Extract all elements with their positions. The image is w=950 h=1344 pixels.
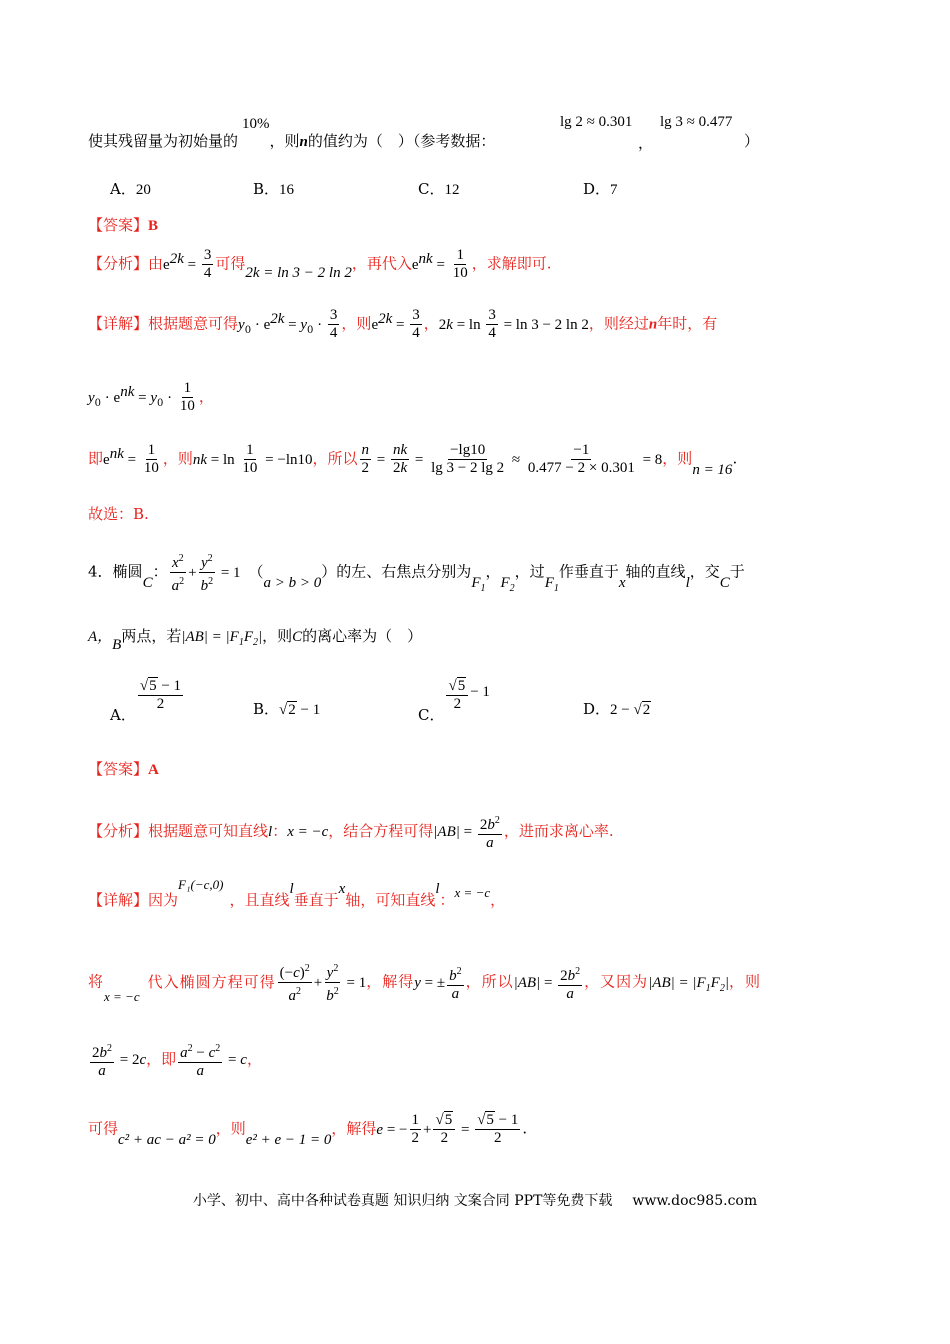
math-formula: $|AB| = |F_1F_2|$ (648, 974, 729, 994)
math-formula: e² + e − 1 = 0 (245, 1131, 332, 1148)
q3-stem-end: ） (744, 132, 760, 150)
analysis-text: 根据题意可知直线 (148, 822, 269, 840)
q3-detail-3 (88, 442, 737, 477)
q3-stem-text: ，则 (269, 132, 300, 150)
math-formula: |AB| = $\frac{2b^2}{a}$ (514, 973, 585, 991)
q3-detail-1 (88, 307, 717, 342)
math-formula: $e^{2k}$ = $\frac{3}{4}$ (163, 247, 212, 281)
footer-link[interactable]: www.doc985.com (632, 1193, 758, 1209)
detail-text: ，则 (662, 449, 693, 468)
math-var: $F_2$ (500, 574, 515, 594)
stem-text: ： (152, 562, 168, 581)
detail-text: ， (246, 1050, 262, 1068)
stem-text: （ (248, 562, 264, 581)
stem-text: ，则 (262, 627, 293, 645)
q4-detail-2 (88, 960, 761, 1005)
q3-ref2: lg 3 ≈ 0.477 (660, 114, 733, 130)
math-formula: x = −c (454, 885, 491, 900)
detail-text: ，所以 (312, 449, 358, 468)
math-formula: $\frac{a^2 - c^2}{a}$ = c (176, 1050, 247, 1068)
detail-text: ，则 (341, 314, 372, 333)
detail-text: ，解得 (366, 972, 415, 991)
math-formula: 2k = ln 3 − 2 ln 2 (245, 264, 352, 281)
detail-text: . (732, 449, 738, 468)
math-formula: $|AB| = |F_1F_2|$ (181, 629, 263, 648)
math-formula: y = ± $\frac{b^2}{a}$ (414, 973, 465, 991)
math-formula: $\frac{n}{2}$ = $\frac{nk}{2k}$ = $\frac{-\lg 10}{\lg 3 - 2 \lg 2}$ ≈ $\frac{-1}{0.477 - 2 \times 0.301}$ = 8 (361, 442, 663, 476)
detail-text: 年时，有 (657, 314, 718, 333)
math-formula: $\frac{(-c)^2}{a^2}$ + $\frac{y^2}{b^2}$ = 1 (276, 973, 367, 991)
q3-percent: 10% (242, 116, 270, 132)
detail-text: 即 (88, 449, 104, 468)
detail-text: . (522, 1119, 528, 1138)
analysis-text: ，再代入 (351, 254, 412, 273)
n-var: n (648, 316, 658, 333)
math-formula: n = 16 (692, 461, 733, 478)
math-var: C (292, 629, 303, 645)
detail-text: ， (423, 314, 439, 333)
stem-text: 椭圆 (112, 562, 143, 581)
stem-text: 两点，若 (121, 627, 182, 645)
option-letter: C． (418, 180, 445, 198)
q3-ref-comma: ， (638, 134, 654, 152)
option-letter: A． (110, 705, 136, 724)
detail-text: 垂直于 (293, 891, 339, 909)
stem-text: ，交 (689, 562, 720, 581)
q3-analysis (88, 247, 551, 282)
option-math: √2 − 1 (279, 702, 321, 718)
analysis-text: ，求解即可. (471, 254, 552, 273)
q3-ref1: lg 2 ≈ 0.301 (560, 114, 633, 130)
math-var: C (719, 574, 730, 591)
page-footer (0, 1190, 950, 1210)
option-text: 7 (610, 182, 618, 198)
detail-text: 将 (88, 972, 105, 991)
detail-text: ，所以 (465, 972, 514, 991)
detail-text: ，则 (162, 449, 193, 468)
option-math: $\frac{√5 - 1}{2}$ (139, 678, 182, 712)
q4-option-b[interactable] (253, 698, 320, 719)
q3-final: 故选：B. (88, 505, 149, 523)
analysis-text: ： (272, 822, 288, 840)
q3-stem (88, 116, 496, 151)
math-formula: $e^{2k}$ = $\frac{3}{4}$ (371, 307, 420, 341)
q3-n-var: n (299, 134, 308, 150)
option-letter: D． (583, 700, 611, 718)
detail-label: 【详解】 (88, 314, 149, 333)
answer-value: B (148, 218, 159, 234)
analysis-label: 【分析】 (88, 822, 149, 840)
answer-label: 【答案】 (88, 760, 149, 778)
math-var: $F_1$ (544, 574, 559, 594)
math-var: x (618, 574, 626, 591)
analysis-text: 由 (148, 254, 164, 273)
stem-text: ，过 (514, 562, 545, 581)
detail-text: ，则 (728, 972, 761, 991)
detail-text: 代入椭圆方程可得 (147, 972, 276, 991)
math-formula: e = − $\frac{1}{2}$ + $\frac{√5}{2}$ = $\frac{√5 - 1}{2}$ (376, 1112, 519, 1146)
option-letter: D． (583, 180, 611, 198)
detail-text: 轴，可知直线 (345, 891, 436, 909)
stem-text: 的离心率为（ ） (302, 627, 423, 645)
math-var: $F_1$ (471, 574, 486, 594)
q4-option-a[interactable] (110, 678, 185, 724)
q3-answer (88, 214, 158, 235)
question-number: 4． (88, 562, 113, 581)
answer-value: A (148, 762, 159, 778)
q3-option-d[interactable] (583, 178, 618, 199)
math-formula: 2k = ln $\frac{3}{4}$ = ln 3 − 2 ln 2 (438, 307, 589, 341)
math-var: x (338, 881, 346, 897)
math-var: l (685, 574, 690, 591)
q3-detail-2: $y_0 \cdot e^{nk} = y_0$ · $\frac{1}{10}$ ， (88, 380, 214, 414)
q4-detail-3 (88, 1040, 262, 1080)
stem-text: ）的左、右焦点分别为 (321, 562, 472, 581)
detail-text: ，且直线 (229, 891, 290, 909)
math-formula: $y_0 \cdot e^{2k} = y_0$ · $\frac{3}{4}$ (238, 307, 338, 341)
q4-stem (88, 550, 745, 595)
math-var: l (435, 881, 440, 897)
stem-text: A， (88, 629, 113, 645)
math-formula: $e^{nk}$ = $\frac{1}{10}$ (103, 442, 159, 476)
math-formula: F₁(−c,0) (178, 877, 224, 892)
option-text: 16 (279, 182, 295, 198)
option-letter: B． (253, 180, 280, 198)
math-formula: $y_0 \cdot e^{nk} = y_0$ · $\frac{1}{10}$ (88, 380, 195, 414)
option-letter: A． (110, 180, 136, 198)
math-formula: c² + ac − a² = 0 (118, 1131, 216, 1148)
answer-label: 【答案】 (88, 216, 149, 234)
option-math: 2 − √2 (610, 702, 651, 718)
math-formula: x = −c (104, 988, 140, 1004)
q4-detail-1 (88, 877, 506, 910)
math-formula: $\frac{2b^2}{a}$ = 2c (88, 1050, 146, 1068)
q3-option-c[interactable] (418, 178, 459, 199)
analysis-label: 【分析】 (88, 254, 149, 273)
math-formula: a > b > 0 (263, 574, 322, 591)
math-var: C (142, 574, 153, 591)
math-formula: x = −c (287, 824, 329, 840)
stem-text: 于 (729, 562, 745, 581)
math-var: l (268, 824, 273, 840)
detail-text: ，则经过 (588, 314, 649, 333)
stem-text: ， (485, 562, 501, 581)
math-var: l (289, 881, 294, 897)
math-formula: $e^{nk}$ = $\frac{1}{10}$ (411, 247, 468, 281)
detail-text: ，则 (215, 1119, 246, 1138)
q3-option-b[interactable] (253, 178, 294, 199)
detail-label: 【详解】 (88, 891, 149, 909)
q3-stem-text: 使其残留量为初始量的 (88, 132, 239, 150)
analysis-text: 可得 (215, 254, 246, 273)
q4-answer (88, 758, 159, 779)
math-formula: |AB| = $\frac{2b^2}{a}$ (433, 822, 504, 840)
stem-text: 轴的直线 (625, 562, 686, 581)
math-var: B (112, 637, 122, 653)
detail-text: ，又因为 (584, 972, 649, 991)
detail-text: ，解得 (331, 1119, 377, 1138)
detail-text: ， (490, 891, 506, 909)
math-formula: nk = ln $\frac{1}{10}$ = −ln10 (192, 442, 313, 476)
detail-text: ，即 (146, 1050, 177, 1068)
option-text: 12 (444, 182, 460, 198)
detail-text: ： (439, 891, 455, 909)
q4-stem-2 (88, 625, 423, 653)
q3-stem-text: 的值约为（ ）（参考数据： (307, 132, 496, 150)
option-letter: C． (418, 705, 445, 724)
q4-analysis (88, 812, 614, 852)
option-text: 20 (135, 182, 151, 198)
detail-text: 因为 (148, 891, 179, 909)
detail-text: 可得 (88, 1119, 119, 1138)
detail-text: 根据题意可得 (148, 314, 239, 333)
analysis-text: ，进而求离心率. (503, 822, 614, 840)
stem-text: 作垂直于 (558, 562, 619, 581)
math-formula: $\frac{x^2}{a^2}$ + $\frac{y^2}{b^2}$ = 1 (168, 563, 241, 581)
option-letter: B． (253, 700, 280, 718)
analysis-text: ，结合方程可得 (328, 822, 434, 840)
q4-detail-4 (88, 1112, 527, 1147)
footer-text: 小学、初中、高中各种试卷真题 知识归纳 文案合同 PPT等免费下载 (192, 1193, 613, 1209)
q3-option-a[interactable] (110, 178, 151, 199)
q4-option-c[interactable]: C． $\frac{√5}{2}$ − 1 (418, 678, 490, 724)
option-math: $\frac{√5}{2}$ (446, 678, 468, 713)
q4-option-d[interactable] (583, 698, 651, 719)
